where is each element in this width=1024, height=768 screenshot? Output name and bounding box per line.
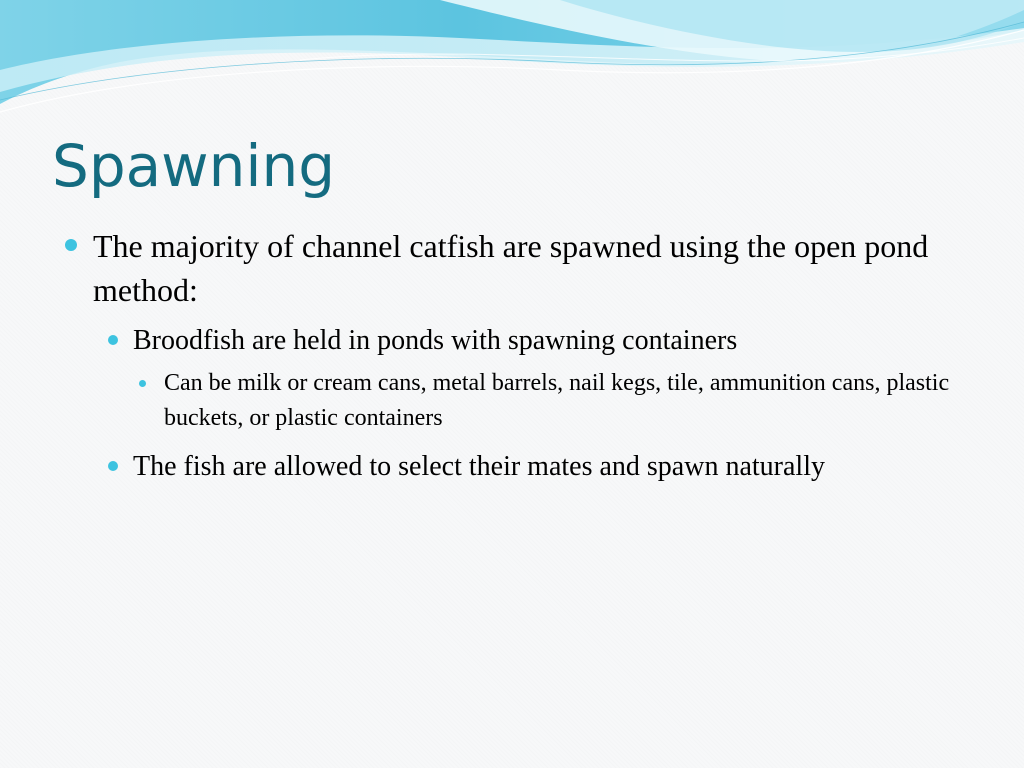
- bullet-dot-icon: [65, 239, 77, 251]
- bullet-level-1: [62, 224, 972, 312]
- bullet-level-3: [134, 366, 972, 436]
- wave-header-decoration: [0, 0, 1024, 120]
- bullet-text: Broodfish are held in ponds with spawning containers: [133, 325, 738, 356]
- bullet-text: The fish are allowed to select their mates and spawn naturally: [133, 451, 825, 482]
- bullet-text: The majority of channel catfish are spawned using the open pond method:: [93, 228, 929, 308]
- bullet-level-2: [104, 446, 972, 487]
- bullet-text: Can be milk or cream cans, metal barrels, nail kegs, tile, ammunition cans, plastic buckets, or plastic containers: [164, 370, 950, 431]
- bullet-dot-icon: [139, 380, 146, 387]
- bullet-dot-icon: [108, 461, 118, 471]
- bullet-dot-icon: [108, 335, 118, 345]
- bullet-list: [62, 224, 972, 487]
- bullet-level-2: [104, 320, 972, 361]
- slide-title: Spawning: [52, 132, 336, 200]
